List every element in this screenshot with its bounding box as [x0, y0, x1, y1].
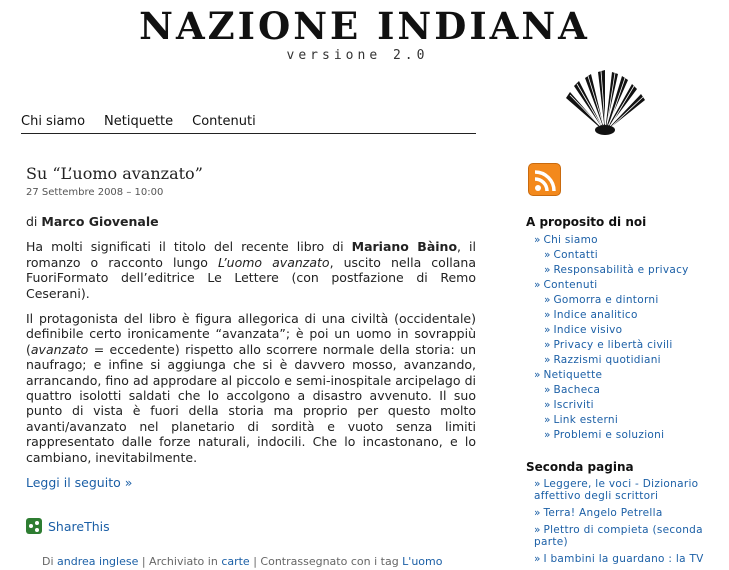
sidebar-second-page	[526, 460, 726, 570]
sidebar-about-list	[526, 233, 726, 443]
meta-sep-2: | Contrassegnato con i tag	[249, 555, 403, 568]
sidebar-item	[526, 308, 726, 323]
site-title[interactable]: NAZIONE INDIANA	[139, 4, 590, 48]
feather-headdress-logo[interactable]	[560, 68, 650, 136]
share-label: ShareThis	[48, 518, 110, 534]
sidebar-item	[526, 263, 726, 278]
meta-author-link[interactable]: andrea inglese	[57, 555, 139, 568]
bullet-icon: »	[534, 524, 541, 536]
sidebar-item	[526, 507, 726, 519]
post-paragraph-2	[26, 311, 476, 465]
bullet-icon: »	[544, 309, 551, 321]
sidebar-item	[526, 553, 726, 565]
sidebar-item	[526, 478, 726, 502]
sidebar-link-netiquette[interactable]: Netiquette	[543, 369, 603, 381]
post-body	[26, 214, 476, 491]
site-tagline: versione 2.0	[286, 48, 429, 63]
sidebar-second-title: Seconda pagina	[526, 460, 634, 474]
bullet-icon: »	[534, 553, 541, 565]
sidebar-link-indice-analitico[interactable]: Indice analitico	[553, 309, 638, 321]
bullet-icon: »	[534, 369, 541, 381]
p2-italic-word: avanzato	[30, 341, 89, 357]
sidebar-item	[526, 248, 726, 263]
p1-text-e: , uscito nella collana FuoriFormato dell’editrice Le Lettere (con postfazione di Remo Ceserani).	[26, 254, 477, 301]
post-date: 27 Settembre 2008 – 10:00	[26, 187, 164, 198]
nav-netiquette[interactable]: Netiquette	[104, 114, 174, 129]
second-link-bambini[interactable]: I bambini la guardano : la TV	[543, 553, 704, 565]
post-paragraph-1	[26, 239, 476, 301]
sidebar-about	[526, 215, 726, 443]
rss-icon	[529, 164, 562, 197]
p1-text-c: , il romanzo o racconto lungo	[26, 239, 476, 270]
bullet-icon: »	[544, 249, 551, 261]
sidebar-link-contenuti[interactable]: Contenuti	[543, 279, 598, 291]
meta-sep-1: | Archiviato in	[138, 555, 222, 568]
sidebar-second-list	[526, 478, 726, 565]
bullet-icon: »	[534, 478, 541, 490]
bullet-icon: »	[544, 384, 551, 396]
sidebar-link-razzismi[interactable]: Razzismi quotidiani	[553, 354, 661, 366]
sidebar-item	[526, 368, 726, 383]
sidebar-item	[526, 338, 726, 353]
p1-author-name: Mariano Bàino	[351, 239, 458, 255]
nav-contenuti[interactable]: Contenuti	[192, 114, 256, 129]
sidebar-item	[526, 524, 726, 548]
p1-book-title: L’uomo avanzato	[217, 254, 330, 270]
sidebar-link-bacheca[interactable]: Bacheca	[553, 384, 601, 396]
bullet-icon: »	[544, 294, 551, 306]
sidebar-link-link-esterni[interactable]: Link esterni	[553, 414, 619, 426]
bullet-icon: »	[544, 429, 551, 441]
sidebar-link-responsabilita[interactable]: Responsabilità e privacy	[553, 264, 689, 276]
share-icon	[26, 518, 42, 534]
second-link-leggere[interactable]: Leggere, le voci - Dizionario affettivo degli scrittori	[534, 478, 699, 502]
post-byline	[26, 214, 476, 229]
sidebar-item	[526, 398, 726, 413]
sidebar-about-title: A proposito di noi	[526, 215, 647, 229]
bullet-icon: »	[534, 279, 541, 291]
sidebar-link-indice-visivo[interactable]: Indice visivo	[553, 324, 623, 336]
sidebar-item	[526, 233, 726, 248]
sidebar-link-problemi[interactable]: Problemi e soluzioni	[553, 429, 665, 441]
sidebar-link-chi-siamo[interactable]: Chi siamo	[543, 234, 598, 246]
bullet-icon: »	[534, 507, 541, 519]
p2-text-c: = eccedente) rispetto allo scorrere normale della storia: un naufrago; e infine si aggiunga che si è davvero mosso, avanzando, arrancando, fino ad approdare al piccolo e semi-inospitale arcipelago di quattro isolotti saldati che lo accolgono a disastro avvenuto. Il suo punto di vista è fuori della storia ma proprio per questo molto avanti/avanzato nel planetario di sordità e vuoto senza limiti rappresentato dalle forze naturali, indocili. Che lo incastonano, e lo cambiano, inevitabilmente.	[26, 341, 476, 465]
bullet-icon: »	[544, 324, 551, 336]
rss-feed-icon[interactable]	[528, 163, 561, 196]
bullet-icon: »	[534, 234, 541, 246]
meta-tag-link[interactable]: L'uomo	[402, 555, 443, 568]
sidebar-item	[526, 293, 726, 308]
post-title[interactable]: Su “L’uomo avanzato”	[26, 164, 203, 183]
nav-chi-siamo[interactable]: Chi siamo	[21, 114, 86, 129]
sidebar-item	[526, 278, 726, 293]
bullet-icon: »	[544, 354, 551, 366]
p1-text-a: Ha molti significati il titolo del recente libro di	[26, 239, 352, 255]
byline-prefix: di	[26, 214, 42, 229]
sidebar-item	[526, 323, 726, 338]
sidebar-link-iscriviti[interactable]: Iscriviti	[553, 399, 594, 411]
sidebar-link-contatti[interactable]: Contatti	[553, 249, 598, 261]
bullet-icon: »	[544, 399, 551, 411]
p2-text-a: Il protagonista del libro è figura allegorica di una civiltà (occidentale) definibile certo ironicamente “avanzata”; è poi un uomo in sovrappiù (	[26, 311, 476, 357]
byline-author: Marco Giovenale	[41, 214, 159, 229]
second-link-terra[interactable]: Terra! Angelo Petrella	[543, 507, 663, 519]
sidebar-link-gomorra[interactable]: Gomorra e dintorni	[553, 294, 659, 306]
post-meta	[42, 555, 442, 568]
meta-category-link[interactable]: carte	[221, 555, 250, 568]
bullet-icon: »	[544, 414, 551, 426]
sidebar-link-privacy[interactable]: Privacy e libertà civili	[553, 339, 673, 351]
meta-by: Di	[42, 555, 58, 568]
main-nav	[21, 114, 476, 134]
bullet-icon: »	[544, 264, 551, 276]
sidebar-item	[526, 413, 726, 428]
bullet-icon: »	[544, 339, 551, 351]
sidebar-item	[526, 353, 726, 368]
share-this-button[interactable]	[26, 518, 110, 534]
sidebar-item	[526, 428, 726, 443]
sidebar-item	[526, 383, 726, 398]
second-link-plettro[interactable]: Plettro di compieta (seconda parte)	[534, 524, 703, 548]
read-more-link[interactable]: Leggi il seguito »	[26, 475, 133, 491]
